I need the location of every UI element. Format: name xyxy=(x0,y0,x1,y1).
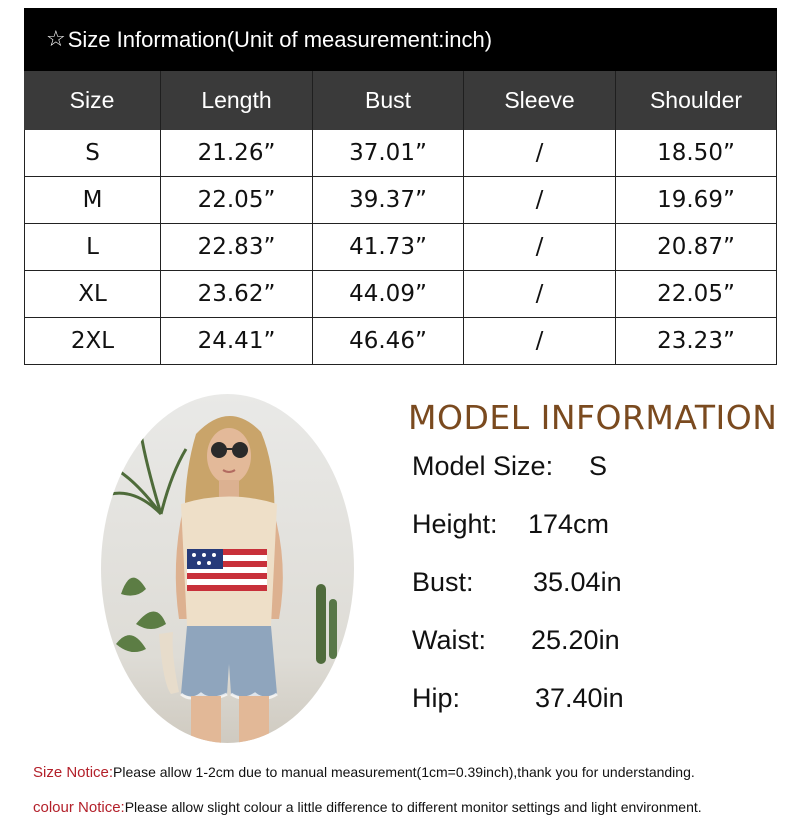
table-cell: / xyxy=(464,130,616,177)
size-table xyxy=(24,8,777,365)
size-grid xyxy=(24,71,777,365)
model-waist-value: 25.20in xyxy=(531,625,620,655)
table-cell: 21.26” xyxy=(161,130,313,177)
model-height-value: 174cm xyxy=(528,509,610,539)
header-size: Size xyxy=(24,71,161,130)
table-cell: / xyxy=(464,271,616,318)
model-size-row xyxy=(408,451,788,509)
table-cell: 39.37” xyxy=(313,177,464,224)
table-cell: S xyxy=(24,130,161,177)
table-cell: XL xyxy=(24,271,161,318)
model-height-row xyxy=(408,509,788,567)
model-hip-value: 37.40in xyxy=(535,683,624,713)
table-cell: 19.69” xyxy=(616,177,777,224)
table-cell: 22.05” xyxy=(616,271,777,318)
colour-notice-text: Please allow slight colour a little difference to different monitor settings and light environment. xyxy=(124,799,702,815)
star-icon: ☆ xyxy=(46,27,66,52)
table-cell: 18.50” xyxy=(616,130,777,177)
header-bust: Bust xyxy=(313,71,464,130)
model-height-label: Height: xyxy=(412,509,498,539)
model-hip-label: Hip: xyxy=(412,683,461,713)
table-cell: 41.73” xyxy=(313,224,464,271)
header-shoulder: Shoulder xyxy=(616,71,777,130)
table-cell: 37.01” xyxy=(313,130,464,177)
table-cell: 24.41” xyxy=(161,318,313,365)
table-cell: 23.62” xyxy=(161,271,313,318)
table-cell: 22.83” xyxy=(161,224,313,271)
header-sleeve: Sleeve xyxy=(464,71,616,130)
table-cell: / xyxy=(464,224,616,271)
table-cell: L xyxy=(24,224,161,271)
table-cell: 2XL xyxy=(24,318,161,365)
model-waist-label: Waist: xyxy=(412,625,486,655)
size-table-title-bar xyxy=(24,8,777,71)
size-notice-text: Please allow 1-2cm due to manual measurement(1cm=0.39inch),thank you for understanding. xyxy=(113,764,695,780)
table-cell: 22.05” xyxy=(161,177,313,224)
table-cell: M xyxy=(24,177,161,224)
size-table-title: Size Information(Unit of measurement:inch) xyxy=(67,26,493,52)
colour-notice-tag: colour Notice: xyxy=(33,799,125,816)
table-cell: / xyxy=(464,318,616,365)
table-cell: 20.87” xyxy=(616,224,777,271)
table-cell: 23.23” xyxy=(616,318,777,365)
size-notice xyxy=(33,764,695,781)
model-bust-row xyxy=(408,567,788,625)
model-bust-value: 35.04in xyxy=(533,567,622,597)
table-cell: 46.46” xyxy=(313,318,464,365)
table-cell: / xyxy=(464,177,616,224)
colour-notice xyxy=(33,799,702,816)
header-length: Length xyxy=(161,71,313,130)
model-size-value: S xyxy=(589,451,608,481)
model-size-label: Model Size: xyxy=(412,451,554,481)
model-photo xyxy=(101,394,354,743)
size-notice-tag: Size Notice: xyxy=(33,764,114,781)
model-information xyxy=(408,398,788,741)
table-cell: 44.09” xyxy=(313,271,464,318)
model-information-title: MODEL INFORMATION xyxy=(408,398,778,437)
model-waist-row xyxy=(408,625,788,683)
model-bust-label: Bust: xyxy=(412,567,474,597)
model-hip-row xyxy=(408,683,788,741)
